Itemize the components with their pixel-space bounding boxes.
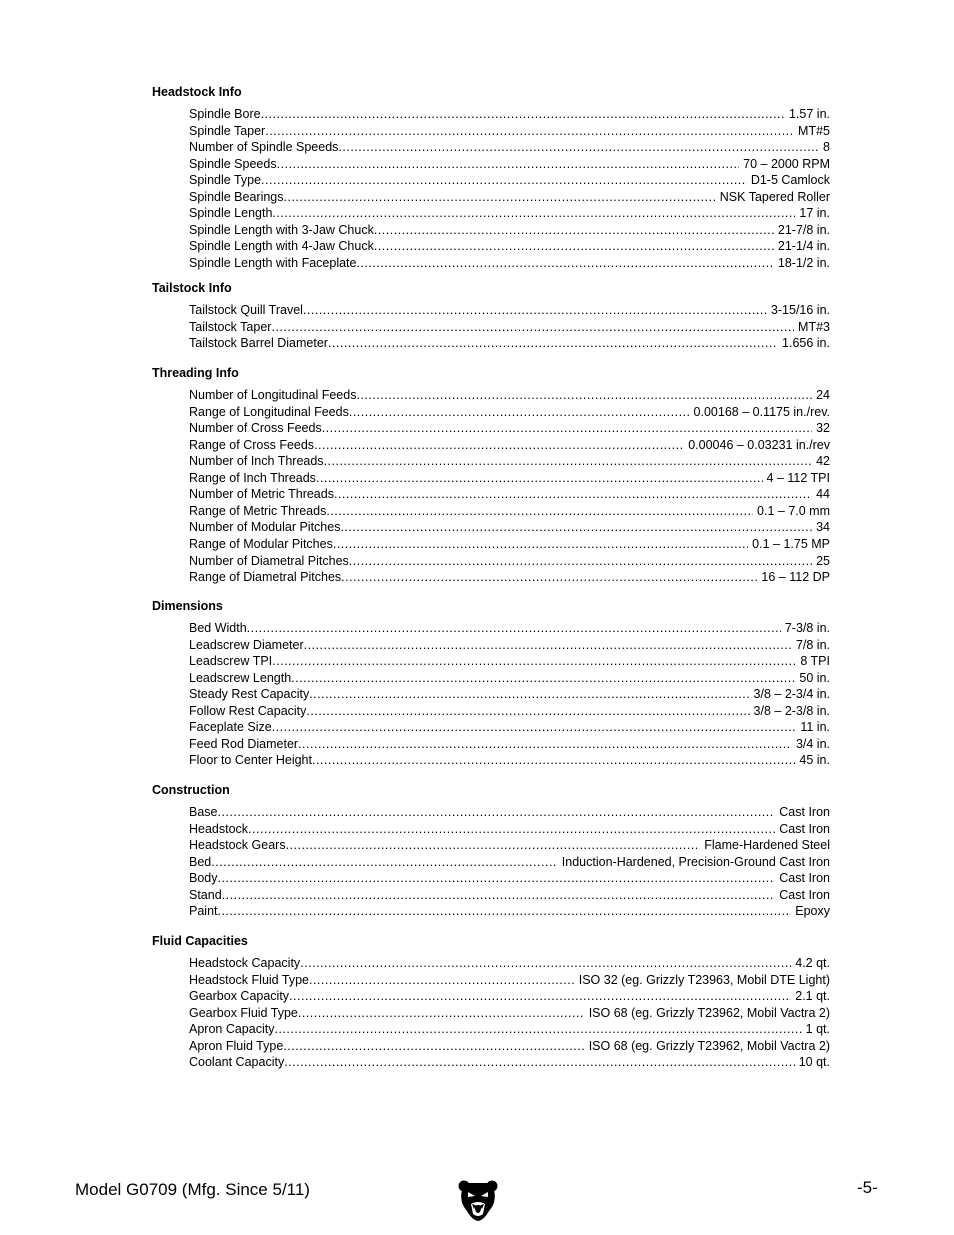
spec-label: Headstock Fluid Type	[189, 972, 309, 987]
spec-label: Spindle Length with 4-Jaw Chuck	[189, 239, 374, 254]
spec-label: Faceplate Size	[189, 720, 272, 735]
spec-row	[189, 453, 830, 470]
dot-leader	[272, 653, 796, 670]
spec-row	[189, 653, 830, 670]
spec-row	[189, 686, 830, 703]
spec-row	[189, 106, 830, 123]
spec-row	[189, 972, 830, 989]
dot-leader	[334, 486, 812, 503]
footer-model-text: Model G0709 (Mfg. Since 5/11)	[75, 1180, 310, 1199]
spec-row	[189, 703, 830, 720]
spec-row	[189, 503, 830, 520]
spec-label: Spindle Length with 3-Jaw Chuck	[189, 222, 374, 237]
spec-value: 3-15/16 in.	[770, 303, 830, 317]
dot-leader	[349, 553, 812, 570]
dot-leader	[304, 637, 792, 654]
spec-value: MT#3	[798, 319, 830, 334]
spec-value: 11 in.	[800, 720, 830, 735]
spec-value: 1.656 in.	[782, 336, 830, 351]
spec-label: Range of Diametral Pitches	[189, 570, 342, 585]
dot-leader	[261, 172, 747, 189]
dot-leader	[272, 205, 795, 222]
spec-label: Number of Inch Threads	[189, 454, 324, 469]
spec-value: 32	[816, 421, 830, 436]
spec-value: 0.00046 – 0.03231 in./rev	[688, 437, 830, 452]
spec-row	[189, 420, 830, 437]
spec-label: Number of Metric Threads	[189, 487, 334, 502]
dot-leader	[333, 536, 748, 553]
spec-value: 17 in.	[799, 206, 830, 221]
spec-row	[189, 486, 830, 503]
spec-row	[189, 752, 830, 769]
spec-value: 0.1 – 1.75 MP	[752, 536, 830, 551]
spec-value: 4 – 112 TPI	[766, 470, 830, 485]
spec-label: Headstock Capacity	[189, 956, 301, 970]
spec-value: 24	[816, 388, 830, 402]
spec-label: Follow Rest Capacity	[189, 703, 307, 718]
spec-row	[189, 620, 830, 637]
spec-row	[189, 470, 830, 487]
dot-leader	[283, 1038, 584, 1055]
dot-leader	[272, 719, 797, 736]
spec-value: 1.57 in.	[788, 107, 830, 121]
spec-label: Apron Capacity	[189, 1022, 275, 1037]
dot-leader	[271, 319, 794, 336]
spec-row	[189, 238, 830, 255]
spec-value: D1-5 Camlock	[750, 173, 830, 188]
spec-label: Spindle Bore	[189, 107, 261, 121]
spec-value: 21-7/8 in.	[777, 222, 830, 237]
spec-value: Cast Iron	[779, 887, 830, 902]
spec-value: 18-1/2 in.	[777, 255, 830, 270]
spec-label: Spindle Bearings	[189, 189, 284, 204]
spec-row	[189, 553, 830, 570]
spec-label: Range of Modular Pitches	[189, 536, 333, 551]
dot-leader	[298, 736, 792, 753]
dot-leader	[286, 837, 701, 854]
section-title: Tailstock Info	[152, 281, 232, 295]
spec-label: Spindle Taper	[189, 123, 266, 138]
dot-leader	[247, 620, 781, 637]
spec-value: Cast Iron	[779, 805, 830, 819]
spec-row	[189, 156, 830, 173]
spec-row	[189, 837, 830, 854]
spec-row	[189, 736, 830, 753]
spec-value: NSK Tapered Roller	[719, 189, 830, 204]
spec-label: Leadscrew Diameter	[189, 637, 304, 652]
spec-value: 3/8 – 2-3/4 in.	[753, 687, 830, 702]
dot-leader	[222, 887, 776, 904]
grizzly-bear-logo-icon	[456, 1178, 500, 1222]
spec-value: ISO 68 (eg. Grizzly T23962, Mobil Vactra 2)	[588, 1005, 830, 1020]
spec-row	[189, 1054, 830, 1071]
dot-leader	[289, 988, 791, 1005]
spec-row	[189, 719, 830, 736]
spec-value: 45 in.	[799, 753, 830, 768]
spec-value: Induction-Hardened, Precision-Ground Cast Iron	[561, 854, 830, 869]
dot-leader	[326, 503, 753, 520]
dot-leader	[300, 955, 791, 972]
spec-value: Cast Iron	[779, 871, 830, 886]
dot-leader	[322, 420, 812, 437]
spec-row	[189, 955, 830, 972]
spec-value: 8 TPI	[800, 654, 830, 669]
spec-value: 42	[816, 454, 830, 469]
section-title: Dimensions	[152, 599, 223, 613]
spec-label: Body	[189, 871, 218, 886]
dot-leader	[306, 703, 749, 720]
spec-row	[189, 387, 830, 404]
spec-label: Leadscrew Length	[189, 670, 292, 685]
dot-leader	[374, 222, 774, 239]
spec-row	[189, 887, 830, 904]
spec-row	[189, 519, 830, 536]
spec-label: Bed Width	[189, 621, 247, 635]
spec-label: Tailstock Quill Travel	[189, 303, 303, 317]
dot-leader	[340, 519, 812, 536]
spec-label: Number of Longitudinal Feeds	[189, 388, 357, 402]
spec-value: 44	[816, 487, 830, 502]
spec-row	[189, 1021, 830, 1038]
spec-row	[189, 870, 830, 887]
spec-label: Range of Inch Threads	[189, 470, 316, 485]
spec-value: 50 in.	[799, 670, 830, 685]
spec-value: 4.2 qt.	[795, 956, 830, 970]
spec-row	[189, 821, 830, 838]
spec-value: 3/4 in.	[795, 736, 830, 751]
dot-leader	[284, 1054, 795, 1071]
spec-value: 25	[816, 553, 830, 568]
spec-value: MT#5	[798, 123, 830, 138]
spec-label: Stand	[189, 887, 222, 902]
dot-leader	[277, 156, 740, 173]
spec-row	[189, 804, 830, 821]
spec-row	[189, 205, 830, 222]
spec-label: Number of Modular Pitches	[189, 520, 341, 535]
spec-value: Epoxy	[795, 904, 830, 919]
spec-row	[189, 988, 830, 1005]
dot-leader	[324, 453, 813, 470]
section-title: Headstock Info	[152, 85, 242, 99]
spec-label: Headstock Gears	[189, 838, 286, 853]
spec-row	[189, 569, 830, 586]
spec-row	[189, 123, 830, 140]
spec-row	[189, 319, 830, 336]
dot-leader	[356, 255, 773, 272]
spec-row	[189, 222, 830, 239]
spec-label: Bed	[189, 854, 212, 869]
spec-label: Number of Spindle Speeds	[189, 140, 339, 155]
dot-leader	[314, 437, 684, 454]
dot-leader	[261, 106, 785, 123]
spec-label: Headstock	[189, 821, 249, 836]
spec-value: 7-3/8 in.	[784, 621, 830, 635]
spec-value: 34	[816, 520, 830, 535]
spec-row	[189, 536, 830, 553]
spec-row	[189, 1005, 830, 1022]
spec-value: Cast Iron	[779, 821, 830, 836]
spec-label: Range of Cross Feeds	[189, 437, 315, 452]
spec-value: 1 qt.	[805, 1022, 830, 1037]
spec-label: Number of Cross Feeds	[189, 421, 322, 436]
spec-label: Tailstock Taper	[189, 319, 272, 334]
dot-leader	[328, 335, 778, 352]
spec-value: Flame-Hardened Steel	[704, 838, 830, 853]
spec-value: 3/8 – 2-3/8 in.	[753, 703, 830, 718]
spec-label: Leadscrew TPI	[189, 654, 273, 669]
spec-label: Number of Diametral Pitches	[189, 553, 349, 568]
section-title: Threading Info	[152, 366, 239, 380]
spec-label: Apron Fluid Type	[189, 1038, 284, 1053]
dot-leader	[284, 189, 716, 206]
dot-leader	[291, 670, 795, 687]
spec-value: 0.1 – 7.0 mm	[757, 503, 830, 518]
spec-label: Steady Rest Capacity	[189, 687, 310, 702]
spec-row	[189, 903, 830, 920]
spec-row	[189, 335, 830, 352]
dot-leader	[356, 387, 812, 404]
spec-label: Spindle Length	[189, 206, 273, 221]
dot-leader	[218, 903, 792, 920]
spec-value: 70 – 2000 RPM	[743, 156, 830, 171]
dot-leader	[248, 821, 775, 838]
spec-value: ISO 32 (eg. Grizzly T23963, Mobil DTE Light)	[578, 972, 830, 987]
spec-row	[189, 255, 830, 272]
section-title: Fluid Capacities	[152, 934, 248, 948]
spec-row	[189, 637, 830, 654]
dot-leader	[274, 1021, 801, 1038]
dot-leader	[374, 238, 774, 255]
dot-leader	[309, 972, 575, 989]
spec-label: Gearbox Fluid Type	[189, 1005, 298, 1020]
dot-leader	[298, 1005, 585, 1022]
spec-value: ISO 68 (eg. Grizzly T23962, Mobil Vactra 2)	[588, 1038, 830, 1053]
dot-leader	[341, 569, 757, 586]
spec-label: Gearbox Capacity	[189, 989, 290, 1004]
spec-row	[189, 189, 830, 206]
spec-label: Spindle Length with Faceplate	[189, 255, 357, 270]
spec-value: 2.1 qt.	[795, 989, 830, 1004]
section-title: Construction	[152, 783, 230, 797]
spec-label: Spindle Type	[189, 173, 262, 188]
dot-leader	[218, 870, 776, 887]
dot-leader	[218, 804, 776, 821]
spec-row	[189, 1038, 830, 1055]
spec-label: Range of Longitudinal Feeds	[189, 404, 349, 419]
dot-leader	[265, 123, 794, 140]
spec-label: Base	[189, 805, 218, 819]
dot-leader	[309, 686, 749, 703]
spec-value: 8	[823, 140, 830, 155]
spec-row	[189, 404, 830, 421]
spec-row	[189, 670, 830, 687]
spec-row	[189, 854, 830, 871]
spec-value: 21-1/4 in.	[777, 239, 830, 254]
spec-row	[189, 302, 830, 319]
dot-leader	[338, 139, 819, 156]
spec-value: 10 qt.	[798, 1055, 830, 1070]
spec-label: Feed Rod Diameter	[189, 736, 299, 751]
page-number: -5-	[857, 1178, 878, 1197]
spec-label: Spindle Speeds	[189, 156, 277, 171]
dot-leader	[211, 854, 558, 871]
dot-leader	[303, 302, 767, 319]
spec-row	[189, 172, 830, 189]
spec-value: 16 – 112 DP	[761, 570, 830, 585]
spec-label: Tailstock Barrel Diameter	[189, 336, 328, 351]
spec-label: Floor to Center Height	[189, 753, 312, 768]
dot-leader	[316, 470, 763, 487]
spec-row	[189, 437, 830, 454]
dot-leader	[349, 404, 690, 421]
spec-row	[189, 139, 830, 156]
spec-value: 0.00168 – 0.1175 in./rev.	[693, 404, 830, 419]
dot-leader	[312, 752, 795, 769]
spec-label: Coolant Capacity	[189, 1055, 285, 1070]
spec-value: 7/8 in.	[795, 637, 830, 652]
spec-label: Range of Metric Threads	[189, 503, 327, 518]
spec-label: Paint	[189, 904, 218, 919]
